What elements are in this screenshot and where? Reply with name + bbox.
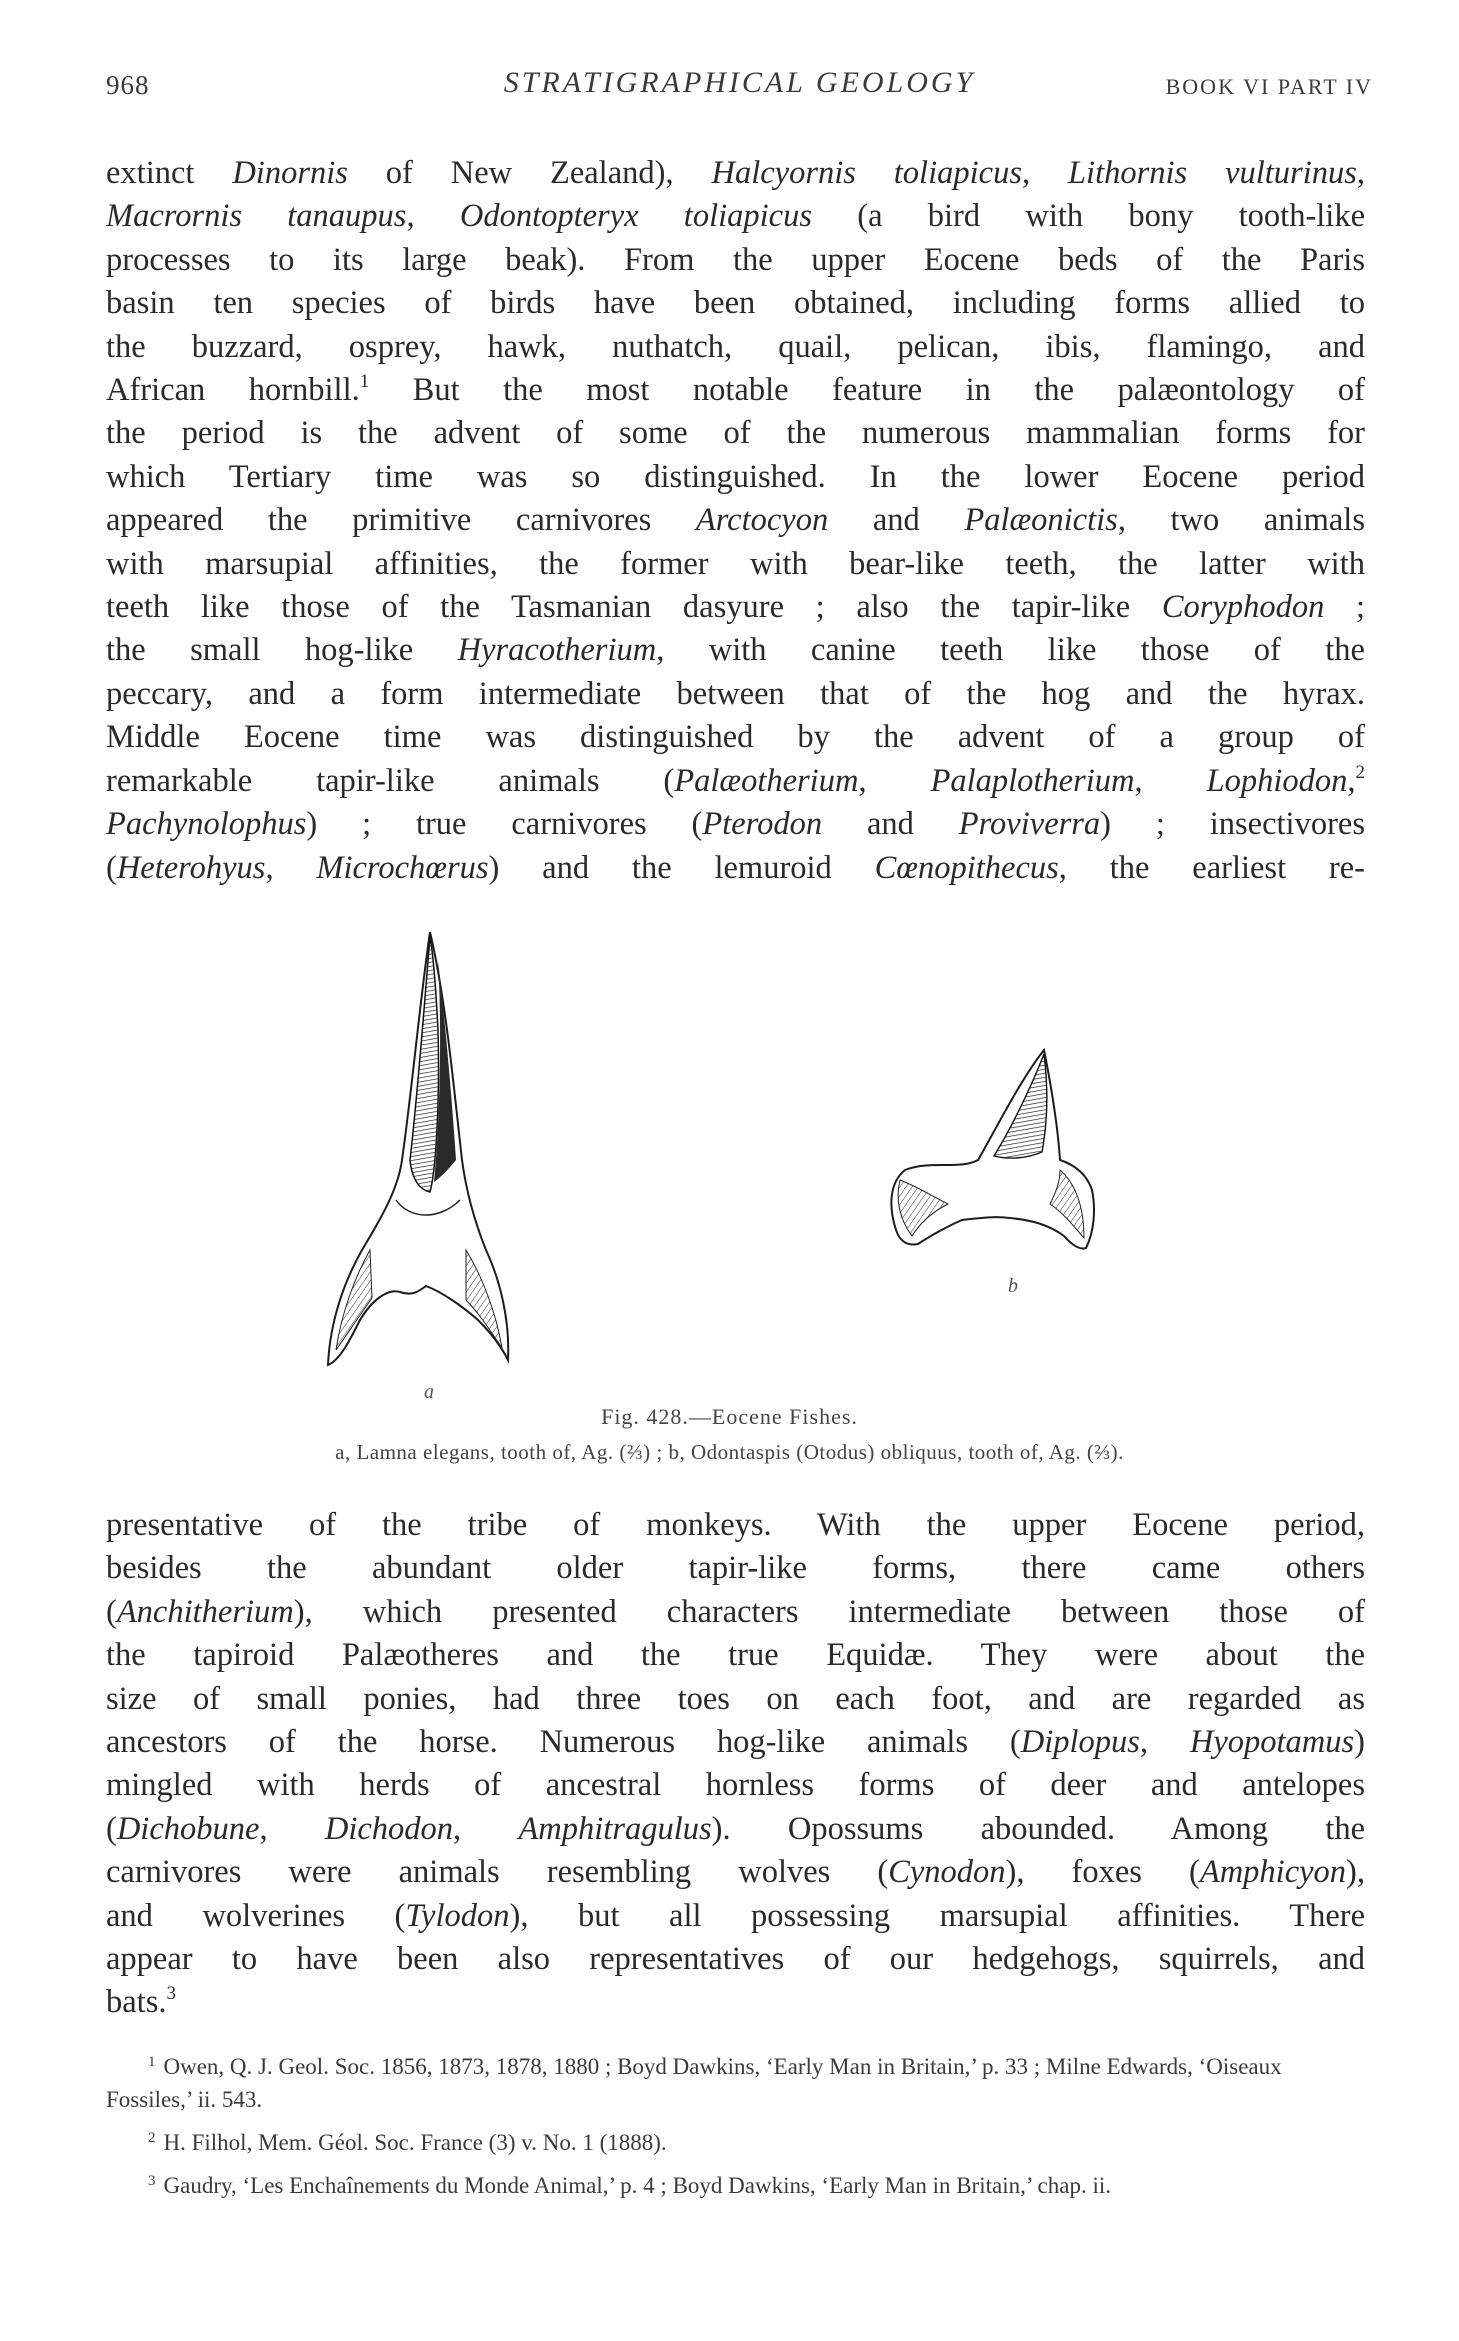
footnote-ref: 2 bbox=[1355, 761, 1365, 783]
text-line: and wolverines (Tylodon), but all possessing marsupial affinities. There bbox=[106, 1897, 1365, 1934]
figure-caption bbox=[0, 1404, 1459, 1465]
text-line: (Dichobune, Dichodon, Amphitragulus). Opossums abounded. Among the bbox=[106, 1810, 1365, 1847]
text-line: Macrornis tanaupus, Odontopteryx toliapicus (a bird with bony tooth-like bbox=[106, 198, 1365, 235]
fossil-teeth-illustration bbox=[0, 920, 1459, 1480]
text-line: teeth like those of the Tasmanian dasyure ; also the tapir-like Coryphodon ; bbox=[106, 589, 1365, 626]
footnote-ref: 3 bbox=[166, 1983, 176, 2005]
text-line: presentative of the tribe of monkeys. With the upper Eocene period, bbox=[106, 1507, 1365, 1543]
footnote-text: Owen, Q. J. Geol. Soc. 1856, 1873, 1878, 1880 ; Boyd Dawkins, ‘Early Man in Britain,’ p. 33 ; Milne Edwards, ‘Oiseaux Fossiles,’ ii. 543. bbox=[106, 2054, 1282, 2112]
footnote-text: Gaudry, ‘Les Enchaînements du Monde Animal,’ p. 4 ; Boyd Dawkins, ‘Early Man in Britain,’ chap. ii. bbox=[163, 2173, 1111, 2198]
text-line: with marsupial affinities, the former with bear-like teeth, the latter with bbox=[106, 545, 1365, 582]
footnote-ref: 1 bbox=[359, 371, 370, 393]
footnote-text: H. Filhol, Mem. Géol. Soc. France (3) v. No. 1 (1888). bbox=[163, 2130, 667, 2155]
text-line: processes to its large beak). From the upper Eocene beds of the Paris bbox=[106, 241, 1365, 278]
body-paragraph-top bbox=[106, 152, 1365, 890]
text-line: which Tertiary time was so distinguished. In the lower Eocene period bbox=[106, 458, 1365, 495]
text-line: bats.$^3$ bbox=[106, 1983, 176, 2021]
figure-title: Fig. 428.—Eocene Fishes. bbox=[601, 1404, 858, 1429]
figure-description: a, Lamna elegans, tooth of, Ag. (⅔) ; b, Odontaspis (Otodus) obliquus, tooth of, Ag. (⅔). bbox=[335, 1440, 1124, 1464]
body-paragraph-bottom bbox=[106, 1504, 1365, 2025]
text-line: extinct Dinornis of New Zealand), Halcyornis toliapicus, Lithornis vulturinus, bbox=[106, 155, 1365, 191]
running-title: STRATIGRAPHICAL GEOLOGY bbox=[503, 66, 976, 99]
page-number: 968 bbox=[106, 70, 150, 100]
footnote-mark: 2 bbox=[148, 2130, 156, 2146]
text-line: carnivores were animals resembling wolves (Cynodon), foxes (Amphicyon), bbox=[106, 1854, 1365, 1891]
text-line: Pachynolophus) ; true carnivores (Pterodon and Proviverra) ; insectivores bbox=[106, 806, 1365, 843]
book-part-label: BOOK VI PART IV bbox=[1165, 74, 1373, 99]
footnote bbox=[106, 2165, 1365, 2202]
tooth-a-lamna-icon bbox=[328, 932, 508, 1365]
footnote bbox=[106, 2122, 1365, 2159]
text-line: the tapiroid Palæotheres and the true Equidæ. They were about the bbox=[106, 1637, 1365, 1674]
text-line: African hornbill.$^1$ But the most notable feature in the palæontology of bbox=[106, 371, 1365, 409]
text-line: the period is the advent of some of the numerous mammalian forms for bbox=[106, 415, 1365, 452]
text-line: appeared the primitive carnivores Arctocyon and Palæonictis, two animals bbox=[106, 502, 1365, 539]
text-line: peccary, and a form intermediate between that of the hog and the hyrax. bbox=[106, 675, 1365, 712]
footnotes bbox=[106, 2046, 1365, 2208]
figure-label-b: b bbox=[1008, 1275, 1018, 1297]
text-line: (Heterohyus, Microchœrus) and the lemuroid Cœnopithecus, the earliest re- bbox=[106, 849, 1365, 886]
text-line: remarkable tapir-like animals (Palæotherium, Palaplotherium, Lophiodon,$^2$ bbox=[106, 761, 1365, 799]
figure-label-a: a bbox=[424, 1381, 434, 1403]
text-line: the small hog-like Hyracotherium, with canine teeth like those of the bbox=[106, 632, 1365, 669]
text-line: mingled with herds of ancestral hornless forms of deer and antelopes bbox=[106, 1767, 1365, 1804]
running-head bbox=[106, 66, 1373, 110]
footnote bbox=[106, 2046, 1365, 2116]
footnote-mark: 1 bbox=[148, 2054, 156, 2070]
text-line: besides the abundant older tapir-like forms, there came others bbox=[106, 1550, 1365, 1587]
text-line: the buzzard, osprey, hawk, nuthatch, quail, pelican, ibis, flamingo, and bbox=[106, 328, 1365, 365]
footnote-mark: 3 bbox=[148, 2173, 156, 2189]
text-line: (Anchitherium), which presented characters intermediate between those of bbox=[106, 1593, 1365, 1630]
figure-eocene-fishes bbox=[0, 920, 1459, 1480]
tooth-b-odontaspis-icon bbox=[891, 1050, 1094, 1248]
text-line: appear to have been also representatives of our hedgehogs, squirrels, and bbox=[106, 1941, 1365, 1978]
text-line: basin ten species of birds have been obtained, including forms allied to bbox=[106, 285, 1365, 322]
text-line: ancestors of the horse. Numerous hog-like animals (Diplopus, Hyopotamus) bbox=[106, 1724, 1365, 1761]
text-line: size of small ponies, had three toes on each foot, and are regarded as bbox=[106, 1680, 1365, 1717]
text-line: Middle Eocene time was distinguished by the advent of a group of bbox=[106, 719, 1365, 756]
